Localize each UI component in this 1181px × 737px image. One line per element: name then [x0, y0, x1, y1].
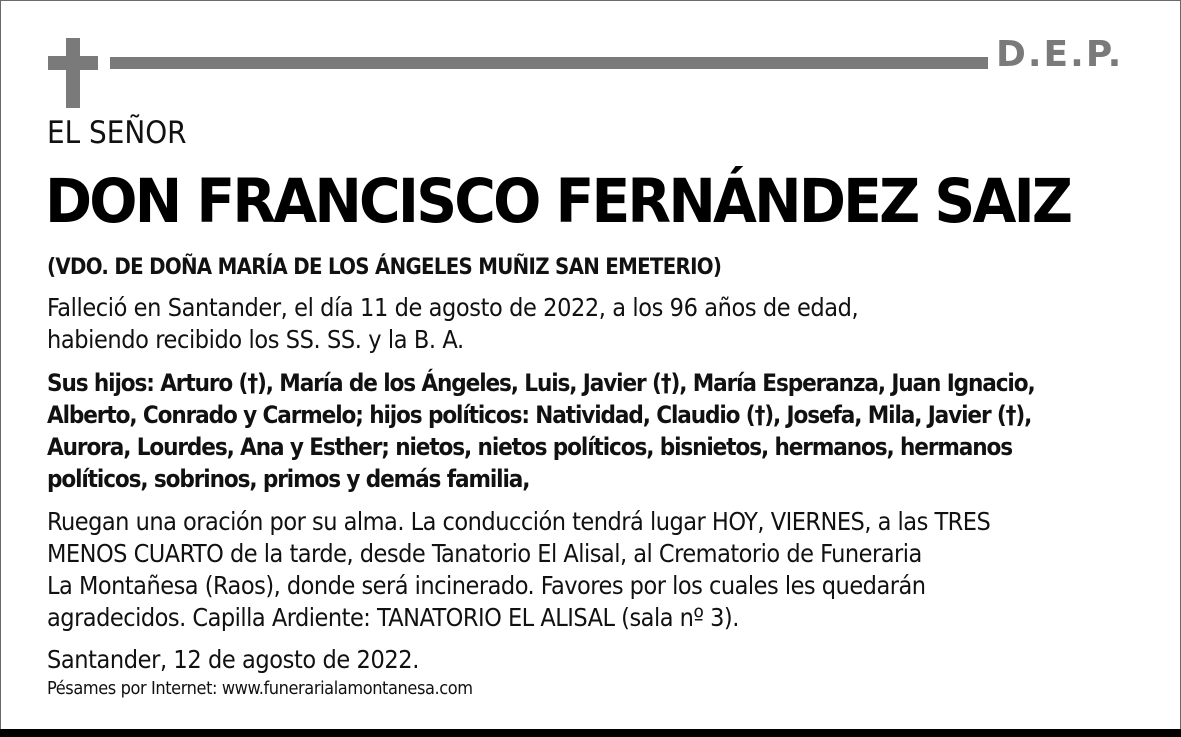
dep-label: D.E.P.	[996, 34, 1124, 75]
ceremony-line: MENOS CUARTO de la tarde, desde Tanatorio El Alisal, al Crematorio de Funeraria	[47, 539, 922, 568]
header-rule	[110, 57, 988, 69]
family-line: Alberto, Conrado y Carmelo; hijos políticos: Natividad, Claudio (†), Josefa, Mila, Javier (†),	[47, 401, 1032, 429]
place-date: Santander, 12 de agosto de 2022.	[47, 645, 419, 674]
family-line: Aurora, Lourdes, Ana y Esther; nietos, nietos políticos, bisnietos, hermanos, hermanos	[47, 433, 1012, 461]
honorific: EL SEÑOR	[47, 115, 187, 151]
ceremony-line: agradecidos. Capilla Ardiente: TANATORIO EL ALISAL (sala nº 3).	[47, 603, 739, 632]
family-paragraph	[47, 367, 1035, 495]
death-line: Falleció en Santander, el día 11 de agosto de 2022, a los 96 años de edad,	[47, 293, 859, 322]
widower-of: (VDO. DE DOÑA MARÍA DE LOS ÁNGELES MUÑIZ SAN EMETERIO)	[47, 255, 722, 280]
ceremony-line: Ruegan una oración por su alma. La conducción tendrá lugar HOY, VIERNES, a las TRES	[47, 507, 991, 536]
bottom-rule	[0, 729, 1181, 737]
death-line: habiendo recibido los SS. SS. y la B. A.	[47, 325, 464, 354]
deceased-name: DON FRANCISCO FERNÁNDEZ SAIZ	[45, 166, 1071, 237]
ceremony-line: La Montañesa (Raos), donde será incinerado. Favores por los cuales les quedarán	[47, 571, 926, 600]
cross-horizontal-bar	[48, 56, 98, 70]
family-line: Sus hijos: Arturo (†), María de los Ángeles, Luis, Javier (†), María Esperanza, Juan Ignacio,	[47, 369, 1035, 397]
family-line: políticos, sobrinos, primos y demás familia,	[47, 465, 530, 493]
condolences-online: Pésames por Internet: www.funerarialamontanesa.com	[47, 678, 473, 699]
ceremony-paragraph	[47, 506, 990, 634]
latin-cross-icon	[48, 38, 98, 108]
cross-vertical-bar	[66, 38, 80, 108]
death-paragraph	[47, 292, 858, 356]
